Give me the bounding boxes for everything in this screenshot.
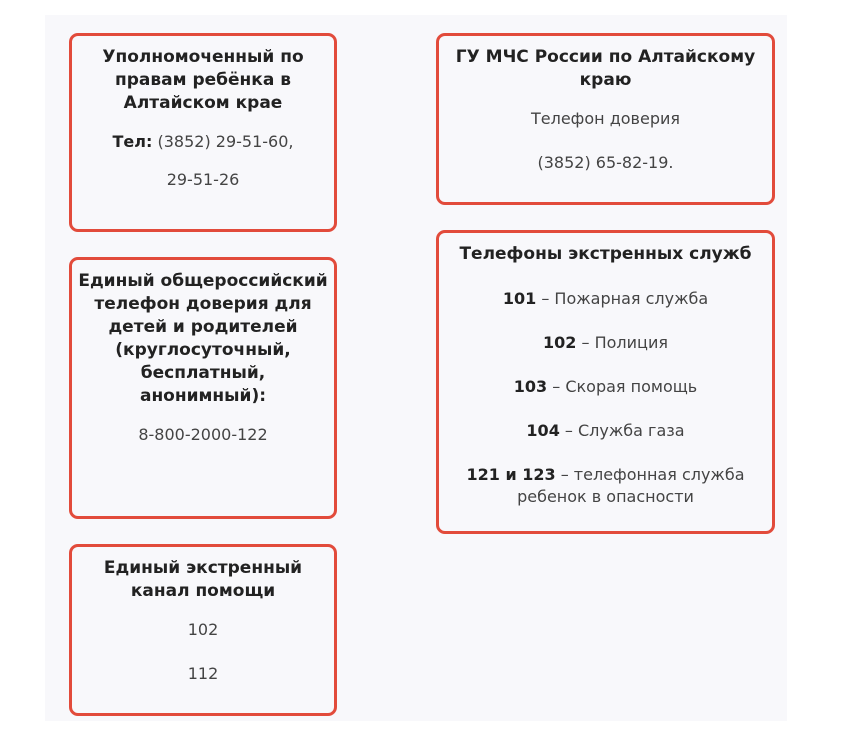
service-label: – телефонная служба ребенок в опасности: [517, 465, 745, 506]
ombudsman-card: [69, 33, 337, 232]
mchs-subtitle: Телефон доверия: [530, 109, 680, 128]
service-code: 103: [513, 377, 548, 396]
emergency-services-title: Телефоны экстренных служб: [459, 244, 752, 264]
service-label: – Скорая помощь: [547, 377, 698, 396]
trust-line-title: Единый общероссийский телефон доверия для детей и родителей (круглосуточный, бесплатный, анонимный):: [78, 271, 328, 406]
emergency-services-card: [436, 230, 775, 534]
ombudsman-phone-1: (3852) 29-51-60,: [157, 132, 294, 151]
service-item: [445, 420, 766, 442]
service-label: – Полиция: [576, 333, 668, 352]
mchs-card: [436, 33, 775, 205]
service-item: [445, 288, 766, 310]
service-item: [445, 332, 766, 354]
service-code: 102: [543, 333, 577, 352]
emergency-channel-title: Единый экстренный канал помощи: [103, 558, 303, 601]
phone-label: Тел:: [112, 132, 153, 151]
ombudsman-phone-line: [78, 131, 328, 153]
service-code: 101: [502, 289, 537, 308]
service-label: – Служба газа: [559, 421, 685, 440]
service-code: 121 и 123: [466, 465, 556, 484]
ombudsman-phone-2: 29-51-26: [166, 170, 240, 189]
emergency-number-1: 102: [187, 620, 219, 639]
emergency-channel-card: [69, 544, 337, 716]
service-item: [445, 376, 766, 398]
service-label: – Пожарная служба: [536, 289, 709, 308]
mchs-phone: (3852) 65-82-19.: [537, 153, 674, 172]
service-item: [445, 464, 766, 508]
service-code: 104: [526, 421, 560, 440]
trust-line-card: [69, 257, 337, 519]
emergency-number-2: 112: [187, 664, 219, 683]
trust-line-phone: 8-800-2000-122: [138, 425, 268, 444]
mchs-title: ГУ МЧС России по Алтайскому краю: [455, 47, 756, 90]
ombudsman-title: Уполномоченный по правам ребёнка в Алтайском крае: [102, 47, 304, 113]
